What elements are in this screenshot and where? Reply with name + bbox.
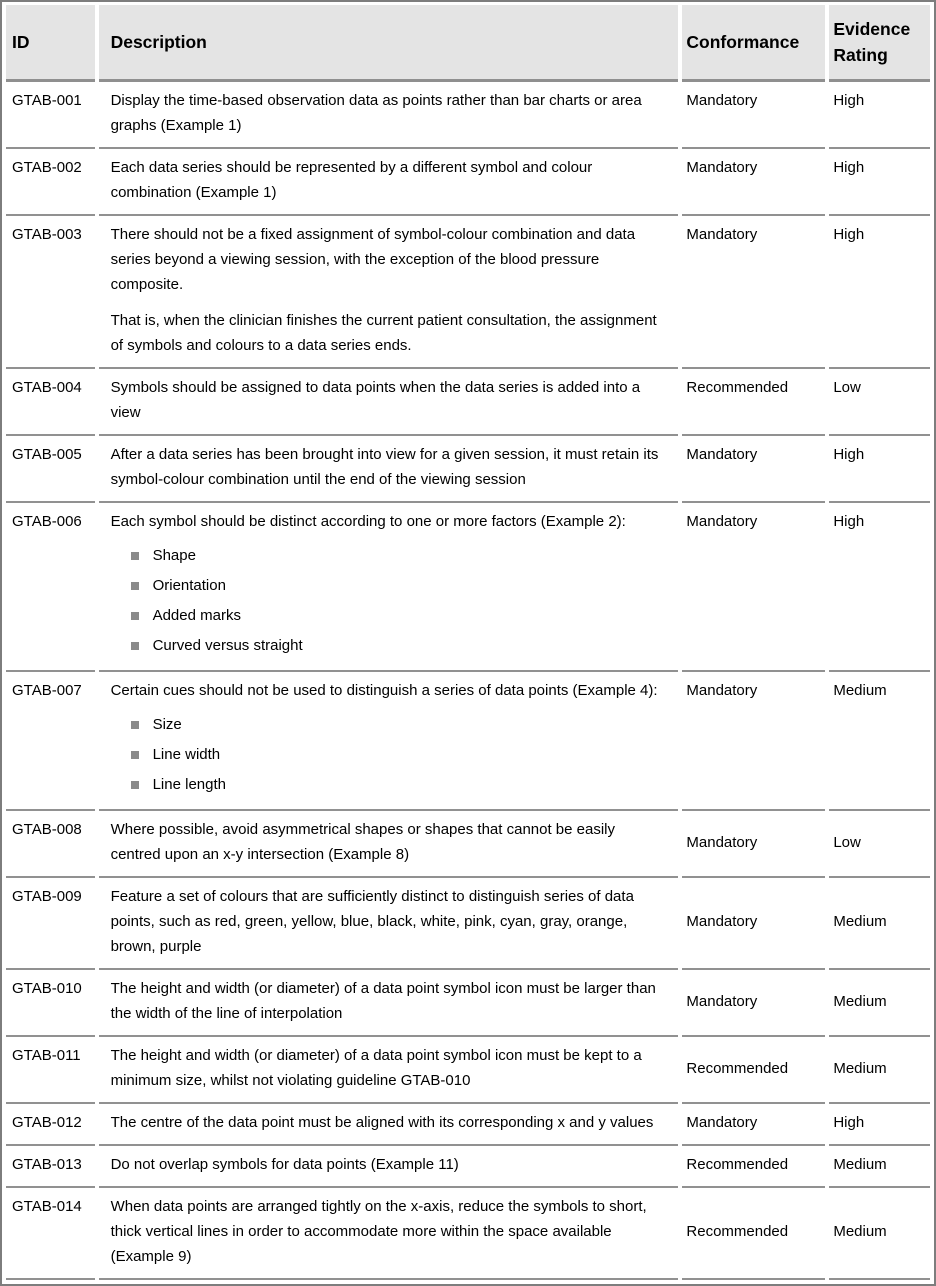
- table-row: [6, 216, 930, 369]
- row-id-cell: GTAB-008: [6, 811, 95, 878]
- bullet-item: [131, 740, 665, 770]
- bullet-label: Size: [152, 716, 182, 733]
- description-paragraph: The height and width (or diameter) of a data point symbol icon must be kept to a minimum size, whilst not violating guideline GTAB-010: [110, 1047, 642, 1089]
- square-bullet-icon: [131, 781, 139, 789]
- header-cell-evidence-rating: Evidence Rating: [829, 5, 930, 82]
- header-row: [6, 5, 930, 82]
- row-id-cell: GTAB-009: [6, 878, 95, 970]
- description-bullet-list: [111, 710, 665, 800]
- description-paragraph: When data points are arranged tightly on the x-axis, reduce the symbols to short, thick vertical lines in order to accommodate more within the space available (Example 9): [110, 1198, 647, 1265]
- row-description-cell: [99, 672, 679, 811]
- description-paragraph: After a data series has been brought into view for a given session, it must retain its symbol-colour combination until the end of the viewing session: [110, 446, 659, 488]
- square-bullet-icon: [131, 582, 139, 590]
- description-paragraph: Display the time-based observation data as points rather than bar charts or area graphs (Example 1): [110, 92, 642, 134]
- row-id-cell: GTAB-005: [6, 436, 95, 503]
- bullet-item: [131, 770, 665, 800]
- bullet-label: Orientation: [152, 577, 226, 594]
- square-bullet-icon: [131, 552, 139, 560]
- row-id-cell: GTAB-001: [6, 82, 95, 149]
- row-id-cell: GTAB-013: [6, 1146, 95, 1188]
- row-description-cell: [99, 1188, 679, 1280]
- row-conformance-cell: Mandatory: [682, 149, 825, 216]
- header-cell-conformance: Conformance: [682, 5, 825, 82]
- bullet-item: [131, 541, 665, 571]
- row-evidence-cell: Medium: [829, 1037, 930, 1104]
- row-conformance-cell: Mandatory: [682, 503, 825, 672]
- row-id-cell: GTAB-011: [6, 1037, 95, 1104]
- table-row: [6, 1146, 930, 1188]
- row-description-cell: [99, 369, 679, 436]
- row-conformance-cell: Recommended: [682, 1146, 825, 1188]
- row-description-cell: [99, 82, 679, 149]
- description-bullet-list: [111, 541, 665, 661]
- row-evidence-cell: Medium: [829, 672, 930, 811]
- bullet-item: [131, 571, 665, 601]
- row-evidence-cell: Medium: [829, 1146, 930, 1188]
- row-description-cell: [99, 1037, 679, 1104]
- row-description-cell: [99, 216, 679, 369]
- bullet-item: [131, 601, 665, 631]
- description-paragraph: Feature a set of colours that are sufficiently distinct to distinguish series of data points, such as red, green, yellow, blue, black, white, pink, cyan, gray, orange, brown, purple: [110, 888, 634, 955]
- row-description-cell: [99, 970, 679, 1037]
- table-row: [6, 1037, 930, 1104]
- row-id-cell: GTAB-006: [6, 503, 95, 672]
- row-id-cell: GTAB-010: [6, 970, 95, 1037]
- row-conformance-cell: Mandatory: [682, 878, 825, 970]
- description-paragraph: That is, when the clinician finishes the current patient consultation, the assignment of symbols and colours to a data series ends.: [110, 312, 657, 354]
- table-row: [6, 878, 930, 970]
- bullet-label: Added marks: [152, 607, 241, 624]
- row-description-cell: [99, 878, 679, 970]
- header-cell-id: ID: [6, 5, 95, 82]
- row-conformance-cell: Recommended: [682, 1188, 825, 1280]
- table-row: [6, 1104, 930, 1146]
- row-id-cell: GTAB-004: [6, 369, 95, 436]
- row-conformance-cell: Mandatory: [682, 970, 825, 1037]
- row-description-cell: [99, 436, 679, 503]
- row-id-cell: GTAB-002: [6, 149, 95, 216]
- table-header: [6, 5, 930, 82]
- header-cell-description: Description: [99, 5, 679, 82]
- row-conformance-cell: Mandatory: [682, 672, 825, 811]
- table-row: [6, 149, 930, 216]
- row-evidence-cell: Medium: [829, 878, 930, 970]
- bullet-label: Shape: [152, 547, 196, 564]
- row-conformance-cell: Recommended: [682, 1037, 825, 1104]
- description-paragraph: Each data series should be represented by a different symbol and colour combination (Example 1): [110, 159, 593, 201]
- table-row: [6, 811, 930, 878]
- bullet-label: Line width: [152, 746, 221, 763]
- row-evidence-cell: High: [829, 216, 930, 369]
- bullet-item: [131, 710, 665, 740]
- description-paragraph: Each symbol should be distinct according to one or more factors (Example 2):: [110, 513, 626, 530]
- row-id-cell: GTAB-003: [6, 216, 95, 369]
- row-evidence-cell: High: [829, 503, 930, 672]
- row-evidence-cell: Low: [829, 369, 930, 436]
- row-evidence-cell: Medium: [829, 970, 930, 1037]
- table-row: [6, 503, 930, 672]
- square-bullet-icon: [131, 751, 139, 759]
- row-evidence-cell: Medium: [829, 1188, 930, 1280]
- description-paragraph: Certain cues should not be used to distinguish a series of data points (Example 4):: [110, 682, 658, 699]
- description-paragraph: The centre of the data point must be aligned with its corresponding x and y values: [110, 1114, 654, 1131]
- row-evidence-cell: Low: [829, 811, 930, 878]
- row-conformance-cell: Recommended: [682, 369, 825, 436]
- row-evidence-cell: High: [829, 82, 930, 149]
- row-conformance-cell: Mandatory: [682, 436, 825, 503]
- row-evidence-cell: High: [829, 1104, 930, 1146]
- row-evidence-cell: High: [829, 149, 930, 216]
- row-evidence-cell: High: [829, 436, 930, 503]
- table-body: [6, 82, 930, 1280]
- table-row: [6, 970, 930, 1037]
- bullet-item: [131, 631, 665, 661]
- bullet-label: Line length: [152, 776, 226, 793]
- square-bullet-icon: [131, 642, 139, 650]
- row-description-cell: [99, 1146, 679, 1188]
- table-row: [6, 1188, 930, 1280]
- table-row: [6, 82, 930, 149]
- row-id-cell: GTAB-012: [6, 1104, 95, 1146]
- row-description-cell: [99, 503, 679, 672]
- table-row: [6, 369, 930, 436]
- row-conformance-cell: Mandatory: [682, 1104, 825, 1146]
- row-conformance-cell: Mandatory: [682, 811, 825, 878]
- row-conformance-cell: Mandatory: [682, 82, 825, 149]
- square-bullet-icon: [131, 612, 139, 620]
- row-id-cell: GTAB-007: [6, 672, 95, 811]
- table-row: [6, 672, 930, 811]
- description-paragraph: Symbols should be assigned to data points when the data series is added into a view: [110, 379, 641, 421]
- description-paragraph: Where possible, avoid asymmetrical shapes or shapes that cannot be easily centred upon an x-y intersection (Example 8): [110, 821, 616, 863]
- row-description-cell: [99, 149, 679, 216]
- description-paragraph: There should not be a fixed assignment of symbol-colour combination and data series beyond a viewing session, with the exception of the blood pressure composite.: [110, 226, 636, 293]
- bullet-label: Curved versus straight: [152, 637, 303, 654]
- row-conformance-cell: Mandatory: [682, 216, 825, 369]
- description-paragraph: The height and width (or diameter) of a data point symbol icon must be larger than the width of the line of interpolation: [110, 980, 656, 1022]
- square-bullet-icon: [131, 721, 139, 729]
- row-description-cell: [99, 1104, 679, 1146]
- guidelines-table: [2, 5, 934, 1280]
- row-id-cell: GTAB-014: [6, 1188, 95, 1280]
- row-description-cell: [99, 811, 679, 878]
- table-row: [6, 436, 930, 503]
- description-paragraph: Do not overlap symbols for data points (Example 11): [110, 1156, 459, 1173]
